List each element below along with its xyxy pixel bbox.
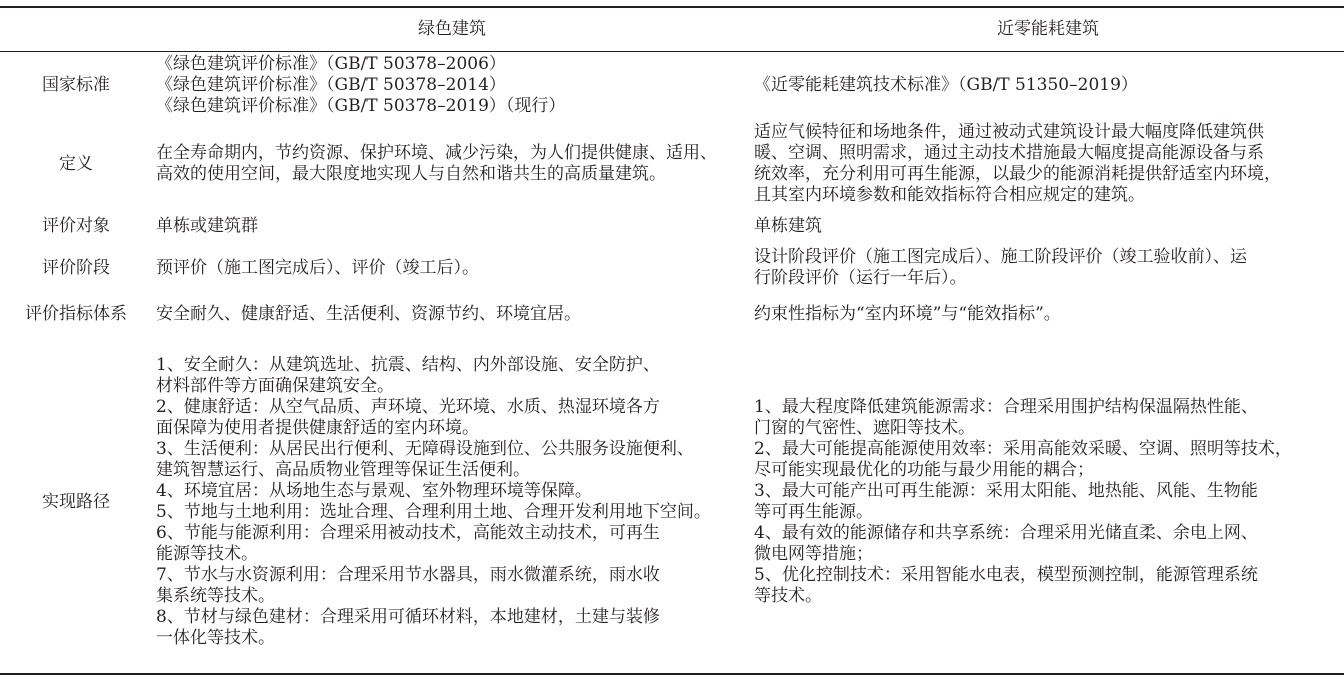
text-line: 建筑智慧运行、高品质物业管理等保证生活便利。: [156, 460, 530, 480]
text-line: 尽可能实现最优化的功能与最少用能的耦合；: [754, 460, 1094, 480]
text-line: 行阶段评价（运行一年后）。: [754, 268, 967, 288]
text-line: 且其室内环境参数和能效指标符合相应规定的建筑。: [754, 185, 1145, 205]
text-line: 统效率，充分利用可再生能源，以最少的能源消耗提供舒适室内环境，: [754, 164, 1281, 184]
text-line: 等可再生能源。: [754, 502, 873, 522]
text-line: 6、节能与能源利用：合理采用被动技术，高能效主动技术，可再生: [156, 523, 660, 543]
cell-green-national-standard: [152, 52, 752, 119]
header-empty-cell: [0, 7, 152, 52]
text-line: 门窗的气密性、遮阳等技术。: [754, 418, 975, 438]
table-header: [0, 7, 1344, 52]
row-label-implementation-path: 实现路径: [0, 334, 152, 674]
row-label-national-standard: 国家标准: [42, 74, 110, 95]
table-row-evaluation-stage: [0, 242, 1344, 294]
header-green-building: 绿色建筑: [152, 7, 752, 52]
cell-nzeb-evaluation-object: [752, 210, 1344, 242]
table-row-national-standard: [0, 52, 1344, 119]
text-line: 在全寿命期内，节约资源、保护环境、减少污染，为人们提供健康、适用、: [156, 143, 717, 163]
text-line: 适应气候特征和场地条件，通过被动式建筑设计最大幅度降低建筑供: [754, 122, 1264, 142]
text-line: 微电网等措施；: [754, 544, 873, 564]
cell-green-evaluation-stage: [152, 242, 752, 294]
text-line: 3、最大可能产出可再生能源：采用太阳能、地热能、风能、生物能: [754, 481, 1258, 501]
text-line: 能源等技术。: [156, 544, 258, 564]
text-line: 1、最大程度降低建筑能源需求：合理采用围护结构保温隔热性能、: [754, 397, 1258, 417]
text-line: 《近零能耗建筑技术标准》（GB/T 51350–2019）: [754, 74, 1138, 95]
text-line: 设计阶段评价（施工图完成后）、施工阶段评价（竣工验收前）、运: [754, 247, 1247, 267]
text-line: 1、安全耐久：从建筑选址、抗震、结构、内外部设施、安全防护、: [156, 355, 660, 375]
cell-nzeb-evaluation-stage: [752, 242, 1344, 294]
header-row: [0, 7, 1344, 52]
text-line: 等技术。: [754, 586, 822, 606]
row-label-evaluation-object: 评价对象: [42, 215, 110, 236]
table-row-definition: [0, 118, 1344, 210]
text-line: 单栋建筑: [754, 215, 822, 236]
text-line: 安全耐久、健康舒适、生活便利、资源节约、环境宜居。: [156, 303, 581, 324]
cell-green-indicator-system: [152, 294, 752, 334]
text-line: 2、健康舒适：从空气品质、声环境、光环境、水质、热湿环境各方: [156, 397, 660, 417]
text-line: 8、节材与绿色建材：合理采用可循环材料，本地建材，土建与装修: [156, 607, 660, 627]
row-label-definition: 定义: [59, 153, 93, 174]
text-line: 一体化等技术。: [156, 628, 275, 648]
text-line: 约束性指标为“室内环境”与“能效指标”。: [754, 303, 1061, 324]
table-row-evaluation-object: [0, 210, 1344, 242]
cell-green-definition: [152, 118, 752, 210]
text-line: 3、生活便利：从居民出行便利、无障碍设施到位、公共服务设施便利、: [156, 439, 694, 459]
text-line: 材料部件等方面确保建筑安全。: [156, 376, 394, 396]
text-line: 4、环境宜居：从场地生态与景观、室外物理环境等保障。: [156, 481, 592, 501]
text-line: 4、最有效的能源储存和共享系统：合理采用光储直柔、余电上网、: [754, 523, 1258, 543]
cell-nzeb-definition: [752, 118, 1344, 210]
text-line: 暖、空调、照明需求，通过主动技术措施最大幅度提高能源设备与系: [754, 143, 1264, 163]
text-line: 5、优化控制技术：采用智能水电表，模型预测控制，能源管理系统: [754, 565, 1258, 585]
cell-green-implementation-path: [152, 334, 752, 674]
cell-nzeb-implementation-path: [752, 334, 1344, 674]
header-near-zero-energy-building: 近零能耗建筑: [752, 7, 1344, 52]
row-label-evaluation-stage: 评价阶段: [42, 257, 110, 278]
text-line: 《绿色建筑评价标准》（GB/T 50378–2019）（现行）: [156, 95, 566, 116]
text-line: 5、节地与土地利用：选址合理、合理利用土地、合理开发利用地下空间。: [156, 502, 711, 522]
cell-nzeb-national-standard: [752, 52, 1344, 119]
table-row-indicator-system: [0, 294, 1344, 334]
text-line: 预评价（施工图完成后）、评价（竣工后）。: [156, 257, 479, 278]
comparison-table: [0, 6, 1344, 675]
text-line: 面保障为使用者提供健康舒适的室内环境。: [156, 418, 479, 438]
table-body: [0, 52, 1344, 675]
text-line: 高效的使用空间，最大限度地实现人与自然和谐共生的高质量建筑。: [156, 164, 666, 184]
table-row-implementation-path: [0, 334, 1344, 674]
text-line: 单栋或建筑群: [156, 215, 258, 236]
text-line: 《绿色建筑评价标准》（GB/T 50378–2014）: [156, 74, 506, 95]
row-label-indicator-system: 评价指标体系: [25, 303, 127, 324]
text-line: 2、最大可能提高能源使用效率：采用高能效采暖、空调、照明等技术，: [754, 439, 1292, 459]
text-line: 7、节水与水资源利用：合理采用节水器具，雨水微灌系统，雨水收: [156, 565, 660, 585]
text-line: 集系统等技术。: [156, 586, 275, 606]
text-line: 《绿色建筑评价标准》（GB/T 50378–2006）: [156, 53, 506, 74]
cell-green-evaluation-object: [152, 210, 752, 242]
cell-nzeb-indicator-system: [752, 294, 1344, 334]
